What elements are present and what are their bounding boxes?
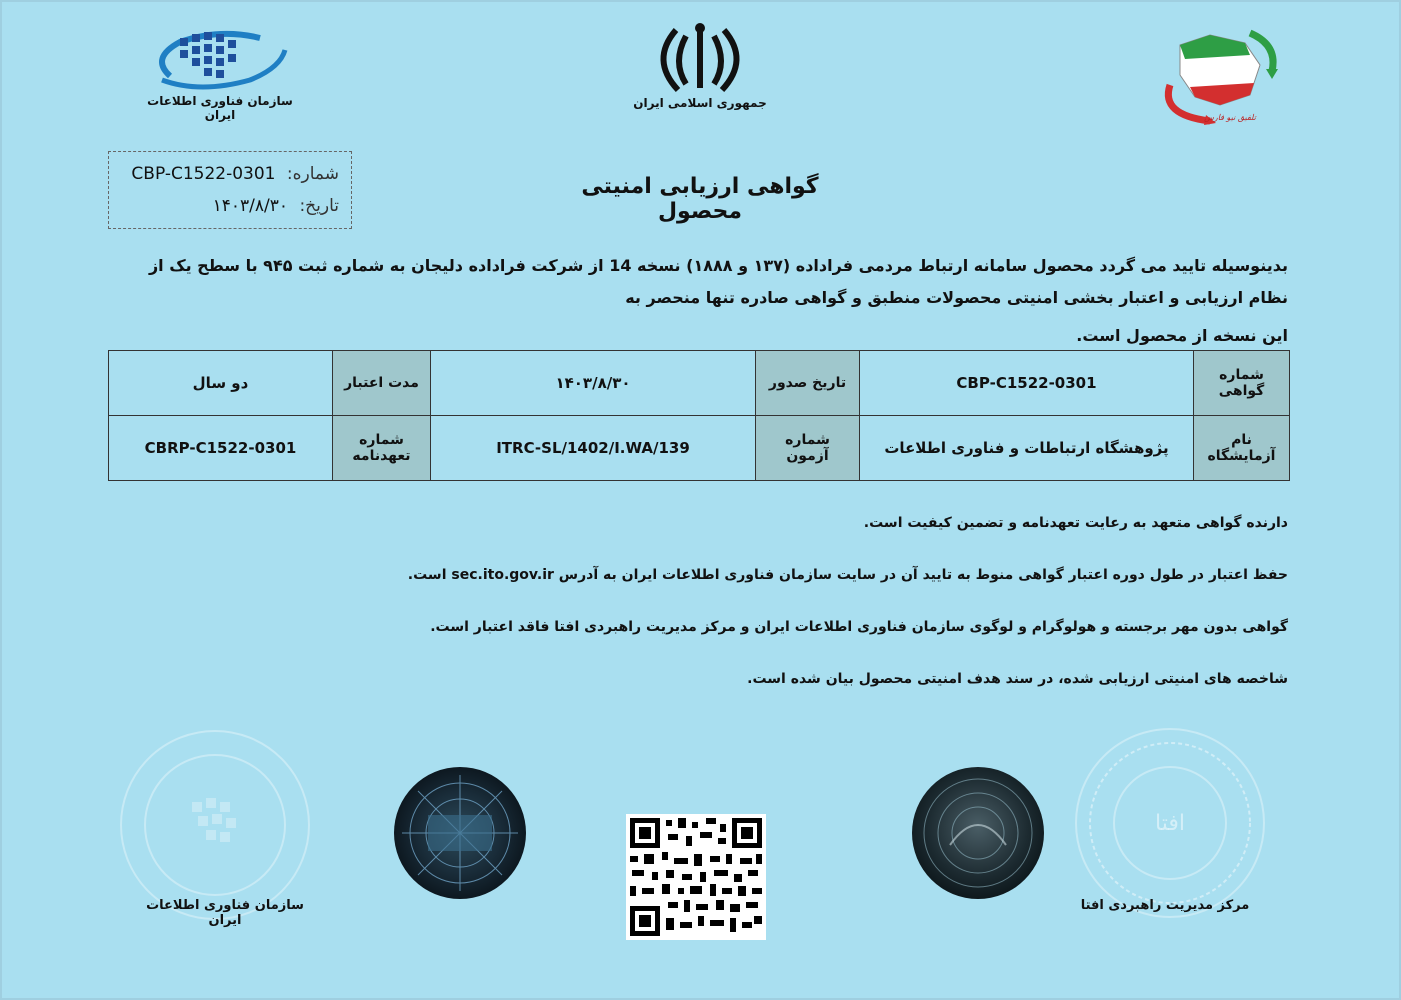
certificate-info-table: [108, 350, 1290, 481]
certificate-date-row: [121, 190, 339, 222]
validity-label: مدت اعتبار: [333, 351, 431, 416]
note-3: گواهی بدون مهر برجسته و هولوگرام و لوگوی سازمان فناوری اطلاعات ایران و مرکز مدیریت راهبردی افتا فاقد اعتبار است.: [430, 619, 1288, 635]
certificate-number-value: CBP-C1522-0301: [131, 164, 276, 184]
table-row: [109, 416, 1290, 481]
validity-value: دو سال: [109, 351, 333, 416]
intro-line-2: این نسخه از محصول است.: [1076, 326, 1288, 345]
ito-emboss-icon: [122, 732, 308, 918]
iran-map-caption: تلفیق نیو فارس: [1204, 113, 1256, 122]
issue-date-value: ۱۴۰۳/۸/۳۰: [431, 351, 756, 416]
intro-line-1: بدینوسیله تایید می گردد محصول سامانه ارتباط مردمی فراداده (۱۳۷ و ۱۸۸۸) نسخه 14 از شرکت فراداده دلیجان به شماره ثبت ۹۴۵ با سطح یک از نظام ارزیابی و اعتبار بخشی امنیتی محصولات منطبق و گواهی صادره تنها منحصر به: [148, 256, 1288, 307]
hologram-sticker-right: [910, 765, 1046, 901]
test-number-value: ITRC-SL/1402/I.WA/139: [431, 416, 756, 481]
afta-emboss-text: افتا: [1155, 811, 1185, 836]
certificate-number-row: [121, 158, 339, 190]
lab-name-value: پژوهشگاه ارتباطات و فناوری اطلاعات: [860, 416, 1194, 481]
certificate-title: گواهی ارزیابی امنیتی محصول: [581, 174, 819, 224]
iran-emblem-icon: [620, 22, 780, 94]
ito-logo: [140, 28, 300, 122]
reference-box: [108, 151, 352, 229]
intro-paragraph: [108, 250, 1288, 358]
note-4: شاخصه های امنیتی ارزیابی شده، در سند هدف امنیتی محصول بیان شده است.: [747, 671, 1288, 687]
ito-embossed-seal: [120, 730, 310, 920]
cert-number-value: CBP-C1522-0301: [860, 351, 1194, 416]
cert-number-label: شماره گواهی: [1194, 351, 1290, 416]
afta-seal-caption: مرکز مدیریت راهبردی افتا: [1080, 898, 1250, 913]
hologram-icon: [392, 765, 528, 901]
certificate-date-label: تاریخ:: [299, 196, 339, 216]
test-number-label: شماره آزمون: [756, 416, 860, 481]
table-row: [109, 351, 1290, 416]
commitment-number-value: CBRP-C1522-0301: [109, 416, 333, 481]
ito-seal-caption: سازمان فناوری اطلاعات ایران: [146, 898, 304, 928]
iran-emblem-caption: جمهوری اسلامی ایران: [633, 96, 767, 110]
iran-map-logo: [1150, 25, 1280, 135]
qr-code-icon: [626, 814, 766, 940]
iran-map-icon: [1150, 25, 1280, 125]
hologram-sticker-left: [392, 765, 528, 901]
note-2: حفظ اعتبار در طول دوره اعتبار گواهی منوط به تایید آن در سایت سازمان فناوری اطلاعات ایران به آدرس sec.ito.gov.ir است.: [407, 567, 1288, 583]
iran-emblem: [620, 22, 780, 122]
ito-logo-caption: سازمان فناوری اطلاعات ایران: [147, 94, 293, 122]
ito-logo-icon: [140, 28, 300, 94]
commitment-number-label: شماره تعهدنامه: [333, 416, 431, 481]
note-1: دارنده گواهی متعهد به رعایت تعهدنامه و تضمین کیفیت است.: [863, 515, 1288, 531]
lab-name-label: نام آزمایشگاه: [1194, 416, 1290, 481]
afta-embossed-seal: [1075, 728, 1265, 918]
qr-code[interactable]: [626, 814, 766, 940]
issue-date-label: تاریخ صدور: [756, 351, 860, 416]
hologram-icon: [910, 765, 1046, 901]
certificate-date-value: ۱۴۰۳/۸/۳۰: [212, 196, 289, 216]
notes-section: [108, 512, 1288, 720]
afta-emboss-icon: [1077, 730, 1263, 916]
certificate-number-label: شماره:: [286, 164, 339, 184]
